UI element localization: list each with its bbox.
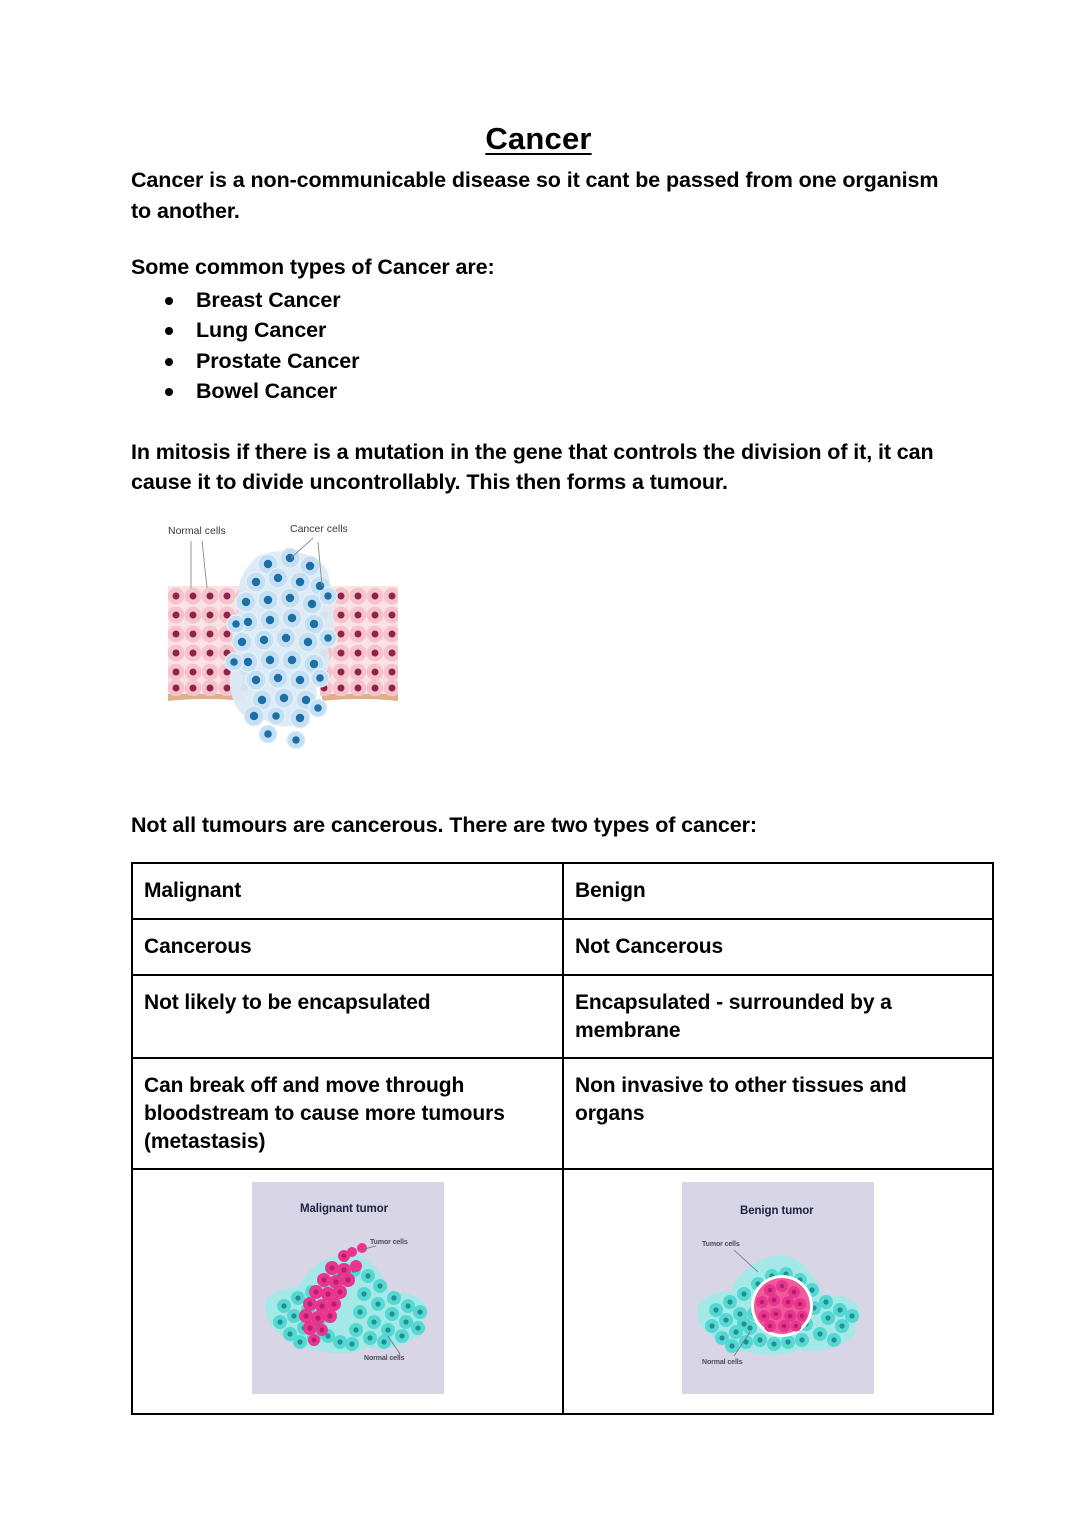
cell-invasion-diagram bbox=[150, 516, 415, 768]
benign-figure-title: Benign tumor bbox=[740, 1205, 814, 1218]
page-title bbox=[131, 120, 946, 157]
list-item: Lung Cancer bbox=[131, 315, 946, 346]
benign-tumor-cells-label: Tumor cells bbox=[702, 1241, 740, 1249]
list-item: Bowel Cancer bbox=[131, 376, 946, 407]
table-cell: Can break off and move through bloodstream to cause more tumours (metastasis) bbox=[132, 1058, 563, 1169]
cancer-types-list bbox=[131, 285, 946, 407]
malignant-benign-comparison-table bbox=[131, 862, 994, 1415]
table-header-malignant: Malignant bbox=[132, 863, 563, 919]
table-image-row bbox=[132, 1169, 993, 1414]
intro-paragraph: Cancer is a non-communicable disease so it cant be passed from one organism to another. bbox=[131, 168, 939, 223]
list-item: Prostate Cancer bbox=[131, 346, 946, 377]
malignant-tumor-figure bbox=[252, 1182, 444, 1394]
table-intro-paragraph: Not all tumours are cancerous. There are two types of cancer: bbox=[131, 812, 757, 837]
types-heading: Some common types of Cancer are: bbox=[131, 255, 495, 280]
mitosis-paragraph: In mitosis if there is a mutation in the gene that controls the division of it, it can cause it to divide uncontrollably. This then forms a tumour. bbox=[131, 439, 934, 495]
cancer-cells-label: Cancer cells bbox=[290, 522, 348, 535]
table-cell: Not likely to be encapsulated bbox=[132, 975, 563, 1058]
table-cell: Cancerous bbox=[132, 919, 563, 975]
table-cell: Non invasive to other tissues and organs bbox=[563, 1058, 993, 1169]
page-title-text: Cancer bbox=[485, 121, 592, 156]
document-content bbox=[131, 120, 946, 1415]
table-header-benign: Benign bbox=[563, 863, 993, 919]
table-cell: Encapsulated - surrounded by a membrane bbox=[563, 975, 993, 1058]
table-row bbox=[132, 975, 993, 1058]
table-row bbox=[132, 919, 993, 975]
malignant-tumor-cells-label: Tumor cells bbox=[369, 1239, 408, 1247]
malignant-tumor-cell bbox=[132, 1169, 563, 1414]
table-cell: Not Cancerous bbox=[563, 919, 993, 975]
malignant-figure-title: Malignant tumor bbox=[299, 1203, 388, 1216]
benign-tumor-figure bbox=[682, 1182, 874, 1394]
benign-tumor-cell bbox=[563, 1169, 993, 1414]
table-header-row bbox=[132, 863, 993, 919]
list-item: Breast Cancer bbox=[131, 285, 946, 316]
malignant-normal-cells-label: Normal cells bbox=[363, 1355, 404, 1363]
benign-normal-cells-label: Normal cells bbox=[702, 1359, 743, 1367]
normal-cells-label: Normal cells bbox=[168, 524, 226, 537]
table-row bbox=[132, 1058, 993, 1169]
